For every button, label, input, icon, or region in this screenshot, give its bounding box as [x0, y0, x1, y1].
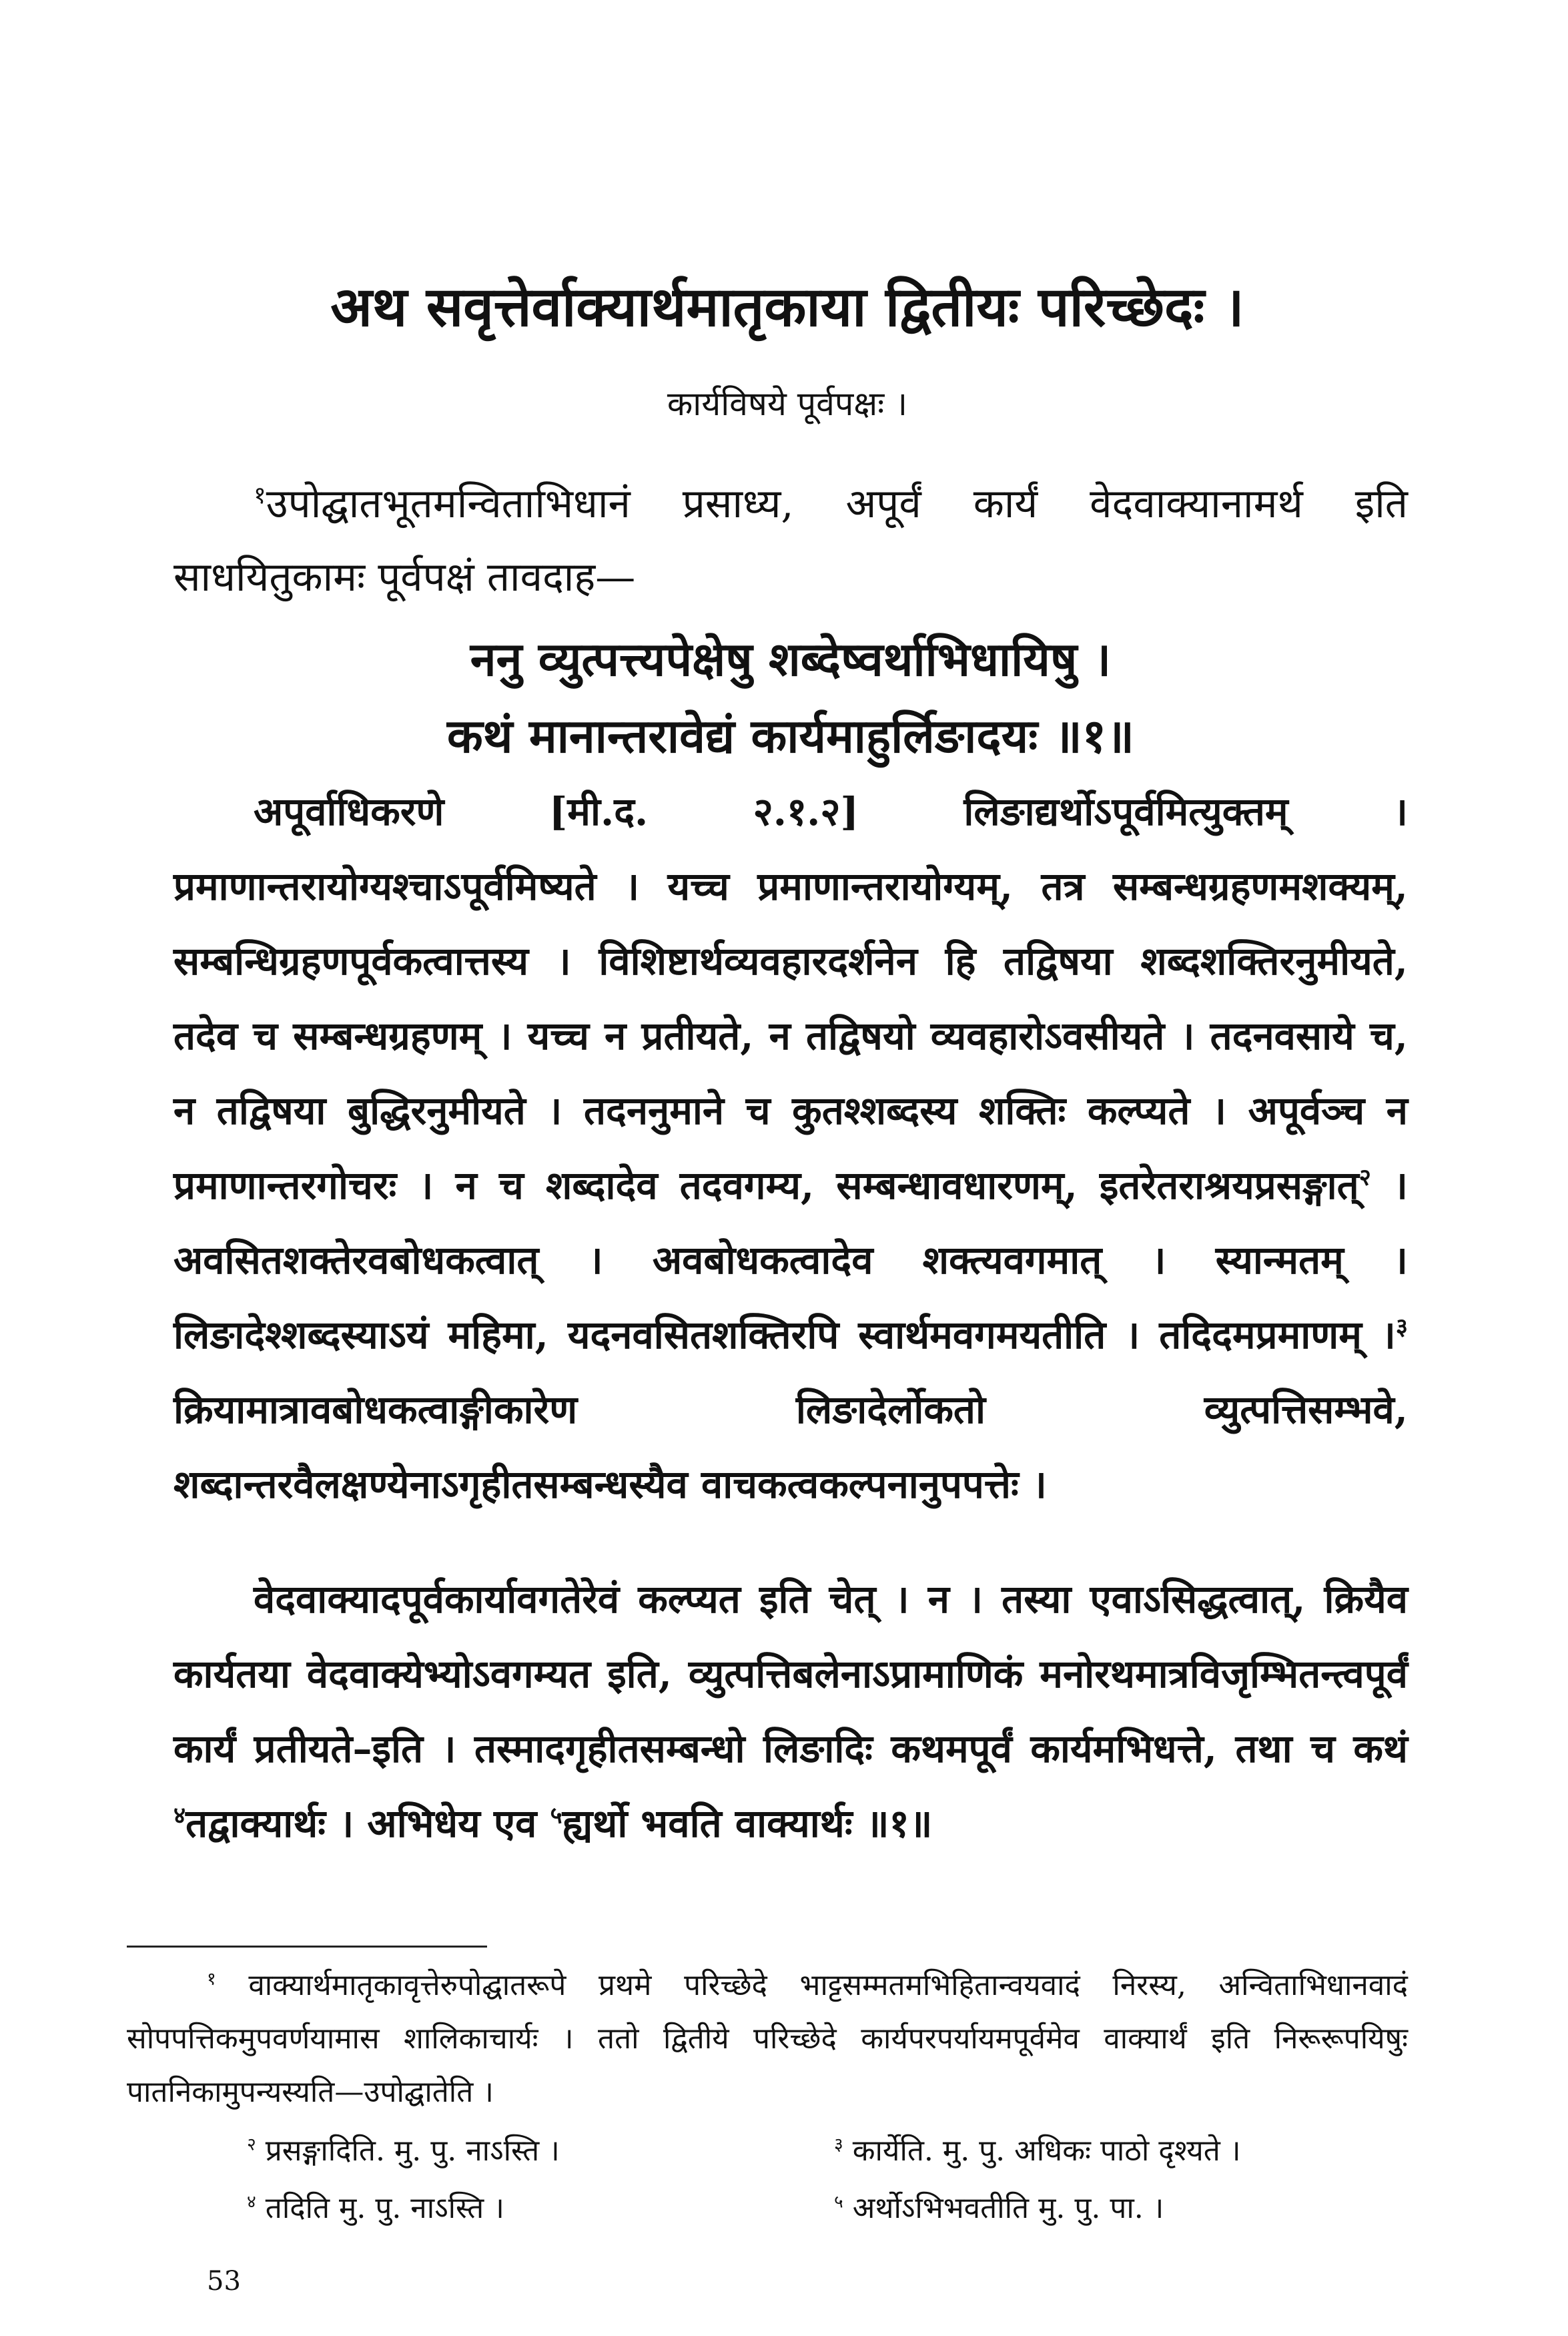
page-number: 53 — [207, 2266, 241, 2297]
footnote-ref-1: १ — [254, 482, 266, 509]
footnote-5-text: अर्थोऽभिभवतीति मु. पु. पा. । — [852, 2191, 1164, 2225]
footnote-4 — [127, 2180, 767, 2237]
footnote-3-marker: ३ — [834, 2134, 843, 2155]
verse-line-1: ननु व्युत्पत्त्यपेक्षेषु शब्देष्वर्थाभिधायिषु । — [470, 631, 1112, 687]
commentary-1-part-3: क्रियामात्रावबोधकत्वाङ्गीकारेण लिङादेर्लोकतो व्युत्पत्तिसम्भवे, शब्दान्तरवैलक्षण्येनाऽगृहीतसम्बन्धस्यैव वाचकत्वकल्पनानुपपत्तेः । — [173, 1387, 1408, 1507]
footnote-2 — [127, 2122, 767, 2180]
footnote-1 — [127, 1959, 1408, 2119]
commentary-1-part-1: अपूर्वाधिकरणे [मी.द. २.१.२] लिङाद्यर्थोऽपूर्वमित्युक्तम् । प्रमाणान्तरायोग्यश्चाऽपूर्वमिष्यते । यच्च प्रमाणान्तरायोग्यम्, तत्र सम्बन्धग्रहणमशक्यम्, सम्बन्धिग्रहणपूर्वकत्वात्तस्य । विशिष्टार्थव्यवहारदर्शनेन हि तद्विषया शब्दशक्तिरनुमीयते, तदेव च सम्बन्धग्रहणम् । यच्च न प्रतीयते, न तद्विषयो व्यवहारोऽवसीयते । तदनवसाये च, न तद्विषया बुद्धिरनुमीयते । तदननुमाने च कुतश्शब्दस्य शक्तिः कल्प्यते । अपूर्वञ्च न प्रमाणान्तरगोचरः । न च शब्दादेव तदवगम्य, सम्बन्धावधारणम्, इतरेतराश्रयप्रसङ्गात् — [173, 789, 1408, 1208]
footnote-5 — [767, 2180, 1408, 2237]
footnote-4-text: तदिति मु. पु. नाऽस्ति । — [265, 2191, 504, 2225]
footnote-3 — [767, 2122, 1408, 2180]
commentary-2-part-2: तद्वाक्यार्थः । अभिधेय एव — [185, 1801, 550, 1846]
commentary-paragraph-2 — [173, 1562, 1408, 1861]
commentary-1-part-2: । अवसितशक्तेरवबोधकत्वात् । अवबोधकत्वादेव शक्त्यवगमात् । स्यान्मतम् । लिङादेश्शब्दस्याऽयं महिमा, यदनवसितशक्तिरपि स्वार्थमवगमयतीति । तदिदमप्रमाणम् । — [173, 1163, 1408, 1358]
footnote-2-text: प्रसङ्गादिति. मु. पु. नाऽस्ति । — [265, 2134, 560, 2168]
section-subheading: कार्यविषये पूर्वपक्षः । — [667, 384, 908, 423]
commentary-2-part-3: ह्यर्थो भवति वाक्यार्थः ॥१॥ — [562, 1801, 933, 1846]
chapter-heading: अथ सवृत्तेर्वाक्यार्थमातृकाया द्वितीयः परिच्छेदः । — [330, 275, 1244, 339]
footnote-4-marker: ४ — [247, 2191, 256, 2213]
footnote-3-text: कार्येति. मु. पु. अधिकः पाठो दृश्यते । — [852, 2134, 1241, 2168]
verse-block — [173, 621, 1408, 774]
commentary-paragraph-1 — [173, 774, 1408, 1522]
footnote-1-text: वाक्यार्थमातृकावृत्तेरुपोद्घातरूपे प्रथमे परिच्छेदे भाट्टसम्मतमभिहितान्वयवादं निरस्य, अन्विताभिधानवादं सोपपत्तिकमुपवर्णयामास शालिकाचार्यः । ततो द्वितीये परिच्छेदे कार्यपरपर्यायमपूर्वमेव वाक्यार्थं इति निरूरूपयिषुः पातनिकामुपन्यस्यति—उपोद्घातेति । — [127, 1968, 1408, 2109]
footnote-5-marker: ५ — [834, 2191, 843, 2213]
footnote-ref-2: २ — [1358, 1163, 1371, 1191]
footnote-ref-5: ५ — [550, 1801, 562, 1829]
footnote-1-marker: १ — [207, 1968, 216, 1990]
footnote-ref-4: ४ — [173, 1801, 186, 1829]
footnote-2-marker: २ — [247, 2134, 256, 2155]
verse-line-2: कथं मानान्तरावेद्यं कार्यमाहुर्लिङादयः ॥१॥ — [447, 708, 1134, 764]
footnote-grid — [127, 2122, 1408, 2237]
commentary-2-part-1: वेदवाक्यादपूर्वकार्यावगतेरेवं कल्प्यत इति चेत् । न । तस्या एवाऽसिद्धत्वात्, क्रियैव कार्यतया वेदवाक्येभ्योऽवगम्यत इति, व्युत्पत्तिबलेनाऽप्रामाणिकं मनोरथमात्रविजृम्भितन्त्वपूर्वं कार्यं प्रतीयते–इति । तस्मादगृहीतसम्बन्धो लिङादिः कथमपूर्वं कार्यमभिधत्ते, तथा च कथं — [173, 1576, 1408, 1771]
footnote-divider — [127, 1946, 487, 1948]
footnote-ref-3: ३ — [1395, 1313, 1408, 1341]
intro-text: उपोद्घातभूतमन्विताभिधानं प्रसाध्य, अपूर्वं कार्यं वेदवाक्यानामर्थ इति साधयितुकामः पूर्वपक्षं तावदाह— — [173, 481, 1408, 601]
intro-paragraph — [173, 467, 1408, 614]
